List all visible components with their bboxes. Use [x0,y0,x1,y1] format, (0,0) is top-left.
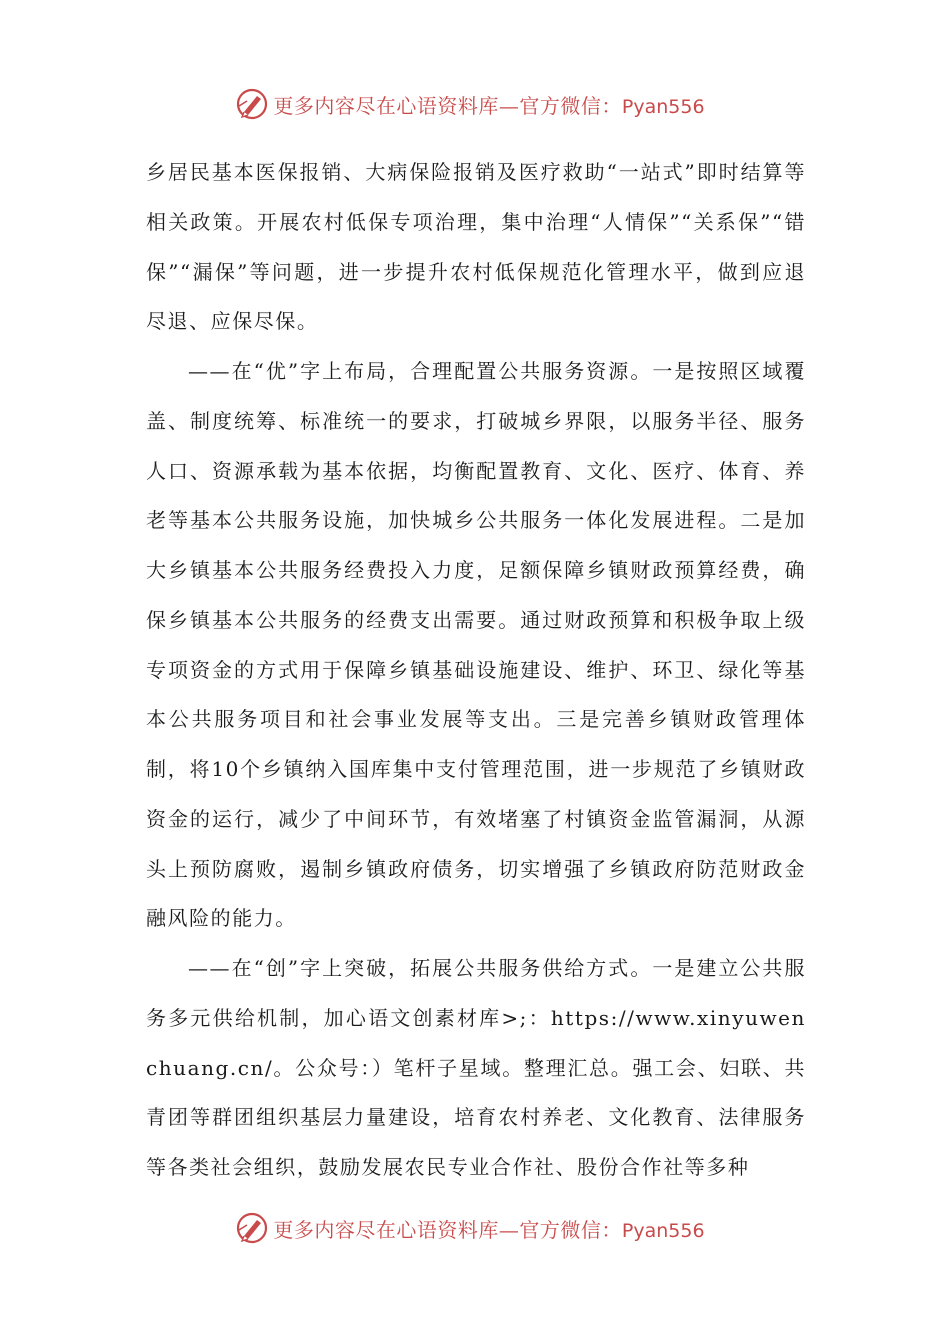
header-banner-text: 更多内容尽在心语资料库—官方微信：Pyan556 [273,93,705,118]
paragraph-1: 乡居民基本医保报销、大病保险报销及医疗救助“一站式”即时结算等相关政策。开展农村低保专项治理，集中治理“人情保”“关系保”“错保”“漏保”等问题，进一步提升农村低保规范化管理水平，做到应退尽退、应保尽保。 [146,160,806,334]
document-body [146,148,806,1193]
paragraph-3: ——在“创”字上突破，拓展公共服务供给方式。一是建立公共服务多元供给机制，加心语文创素材库>;：https://www.xinyuwenchuang.cn/。公众号：）笔杆子星域。整理汇总。强工会、妇联、共青团等群团组织基层力量建设，培育农村养老、文化教育、法律服务等各类社会组织，鼓励发展农民专业合作社、股份合作社等多种 [146,956,806,1179]
header-banner [0,84,950,124]
paragraph-2: ——在“优”字上布局，合理配置公共服务资源。一是按照区域覆盖、制度统筹、标准统一的要求，打破城乡界限，以服务半径、服务人口、资源承载为基本依据，均衡配置教育、文化、医疗、体育、养老等基本公共服务设施，加快城乡公共服务一体化发展进程。二是加大乡镇基本公共服务经费投入力度，足额保障乡镇财政预算经费，确保乡镇基本公共服务的经费支出需要。通过财政预算和积极争取上级专项资金的方式用于保障乡镇基础设施建设、维护、环卫、绿化等基本公共服务项目和社会事业发展等支出。三是完善乡镇财政管理体制，将10个乡镇纳入国库集中支付管理范围，进一步规范了乡镇财政资金的运行，减少了中间环节，有效堵塞了村镇资金监管漏洞，从源头上预防腐败，遏制乡镇政府债务，切实增强了乡镇政府防范财政金融风险的能力。 [146,359,806,931]
wechat-id: Pyan556 [621,1219,705,1242]
pen-logo-icon [235,1211,269,1245]
footer-banner-text: 更多内容尽在心语资料库—官方微信：Pyan556 [273,1217,705,1242]
pen-logo-icon [235,87,269,121]
footer-banner [0,1208,950,1248]
wechat-id: Pyan556 [621,95,705,118]
